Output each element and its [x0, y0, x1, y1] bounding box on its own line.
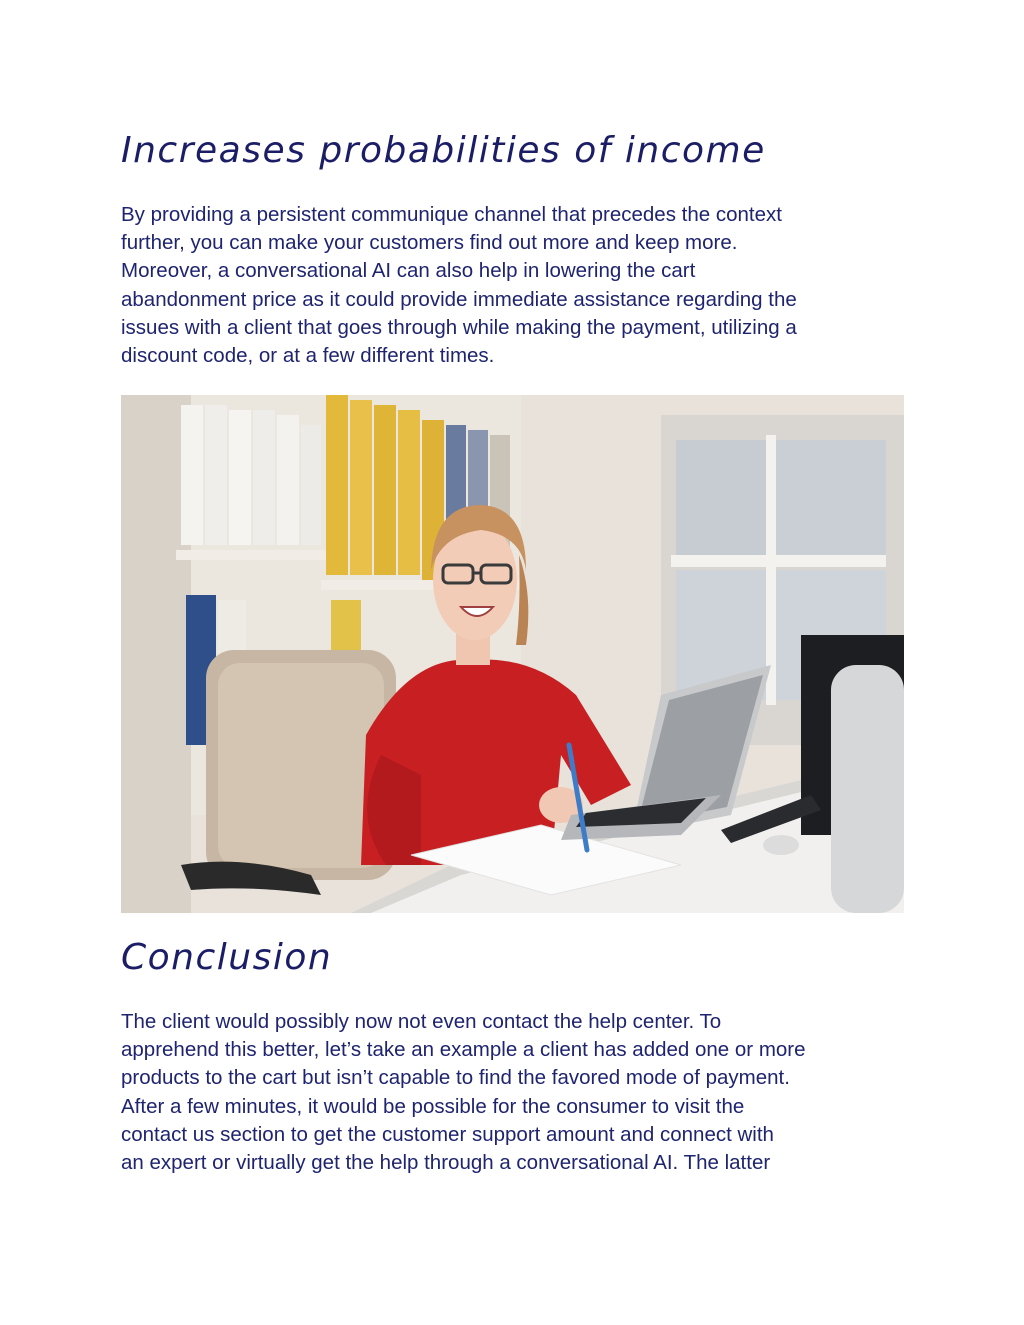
paragraph-line: Moreover, a conversational AI can also help in lowering the cart — [121, 259, 696, 283]
section-heading-income: Increases probabilities of income — [121, 130, 766, 171]
paragraph-line: abandonment price as it could provide immediate assistance regarding the — [121, 287, 797, 311]
paragraph-line: After a few minutes, it would be possible for the consumer to visit the — [121, 1094, 745, 1118]
section-paragraph-income — [121, 201, 911, 370]
section-paragraph-conclusion — [121, 1008, 911, 1177]
paragraph-line: apprehend this better, let’s take an example a client has added one or more — [121, 1038, 806, 1062]
paragraph-line: an expert or virtually get the help through a conversational AI. The latter — [121, 1151, 771, 1175]
paragraph-line: products to the cart but isn’t capable to find the favored mode of payment. — [121, 1066, 790, 1090]
paragraph-line: By providing a persistent communique channel that precedes the context — [121, 203, 782, 226]
office-worker-photo — [121, 395, 904, 913]
paragraph-line: issues with a client that goes through while making the payment, utilizing a — [121, 315, 797, 339]
paragraph-line: discount code, or at a few different times. — [121, 344, 495, 368]
paragraph-line: The client would possibly now not even contact the help center. To — [121, 1010, 722, 1033]
paragraph-line: further, you can make your customers find out more and keep more. — [121, 231, 738, 255]
section-heading-conclusion: Conclusion — [121, 937, 333, 978]
paragraph-line: contact us section to get the customer support amount and connect with — [121, 1122, 774, 1146]
